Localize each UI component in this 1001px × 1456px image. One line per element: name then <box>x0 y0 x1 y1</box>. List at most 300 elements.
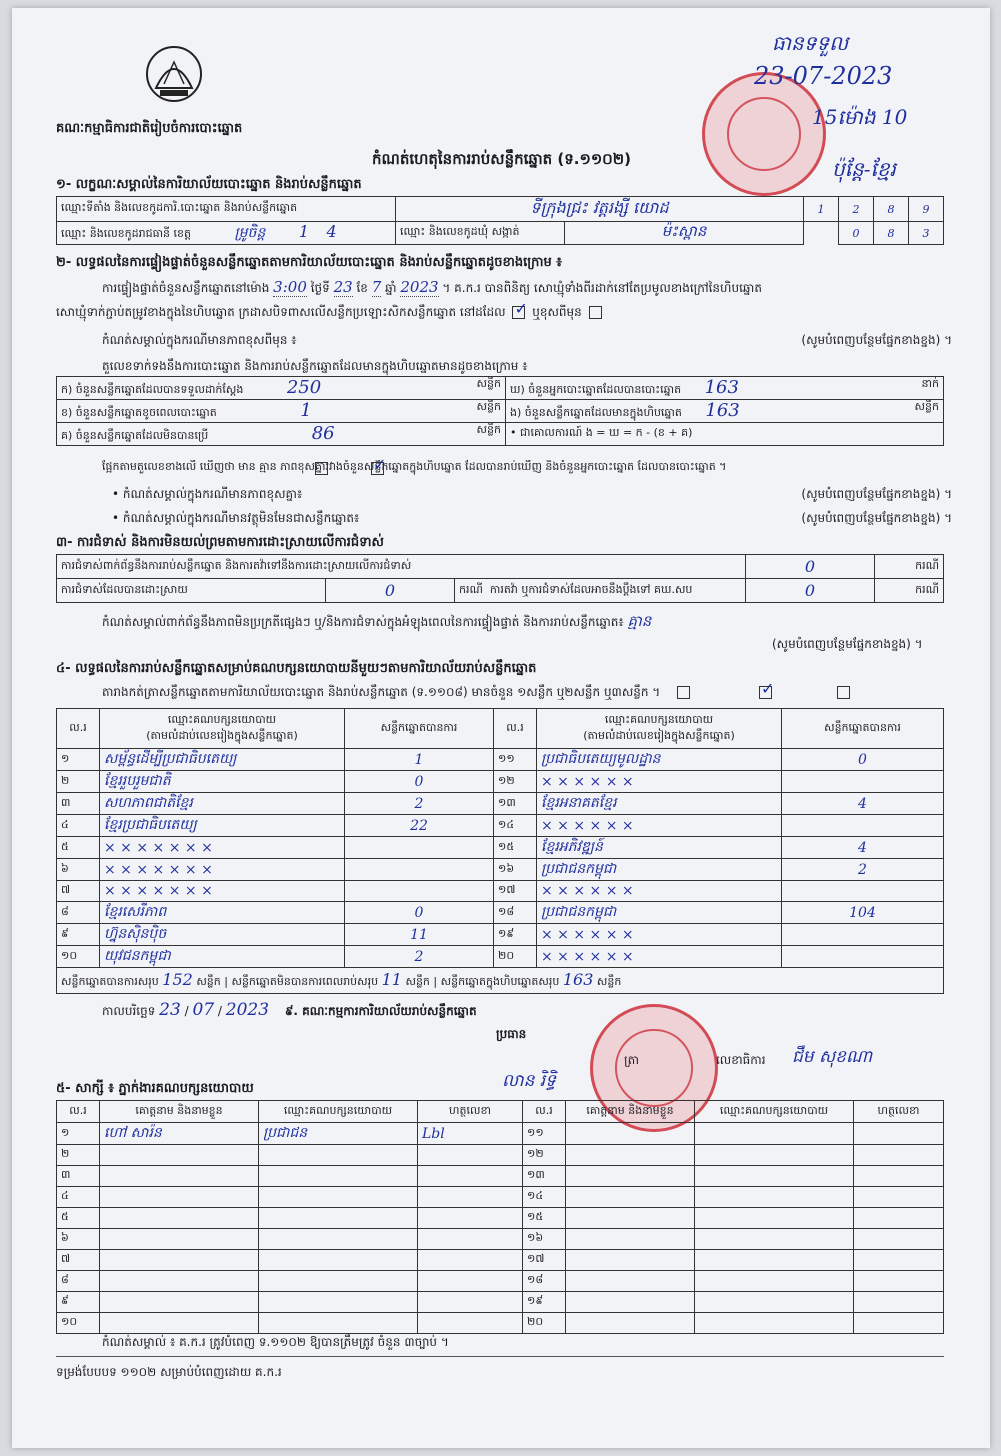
s2-line1-rest: ។ គ.ក.រ បានពិនិត្យ សោឃ្មុំទាំងពីរដាក់នៅតែប្រមូលខាងក្រៅនៃហិបឆ្នោត <box>442 281 762 295</box>
s5-col-no: ល.រ <box>57 1101 100 1123</box>
row-number: ៥ <box>57 1208 100 1229</box>
footer-divider <box>56 1356 944 1357</box>
national-emblem-logo <box>142 44 206 106</box>
party-votes: 22 <box>345 815 494 837</box>
table-row <box>57 1271 944 1292</box>
section5-title: ៥- សាក្សី ៖ ភ្នាក់ងារគណបក្សនយោបាយ <box>56 1081 254 1096</box>
witness-signature <box>854 1208 944 1229</box>
s2-item-a-label: ក) ចំនួនសន្លឹកឆ្នោតដែលបានទទួលដាក់ស្តែង <box>61 383 244 396</box>
s3-row2-value: 0 <box>326 579 455 603</box>
party-name: ហ្វ៊ុនស៊ិនប៉ិច <box>100 924 345 946</box>
row-number: ២ <box>57 771 100 793</box>
witness-name <box>100 1166 259 1187</box>
three-sheets-checkbox[interactable] <box>837 686 850 699</box>
table-row <box>57 749 944 771</box>
section4-title: ៤- លទ្ធផលនៃការរាប់សន្លឹកឆ្នោតសម្រាប់គណបក្សនយោបាយនីមួយៗតាមការិយាល័យរាប់សន្លឹកឆ្នោត <box>56 661 537 676</box>
row-number: ៣ <box>57 793 100 815</box>
witness-signature <box>418 1271 523 1292</box>
party-name: ខ្មែរសេរីភាព <box>100 902 345 924</box>
table-row <box>57 1250 944 1271</box>
s2-item-d-unit: នាក់ <box>921 377 939 390</box>
table-row <box>57 902 944 924</box>
s3-row2-label: ការជំទាស់ដែលបានដោះស្រាយ <box>57 579 326 603</box>
table-row <box>57 1208 944 1229</box>
witness-signature <box>418 1292 523 1313</box>
party-votes: 0 <box>345 771 494 793</box>
row-number: ១៩ <box>523 1292 566 1313</box>
received-date: 23-07-2023 <box>754 62 893 90</box>
s1-commune-code-2: 8 <box>874 222 909 245</box>
s2-item-b <box>57 400 506 423</box>
s4-results-table <box>56 708 944 994</box>
row-number: ១ <box>57 749 100 771</box>
party-votes <box>782 881 944 902</box>
witness-signature <box>418 1145 523 1166</box>
row-number: ២០ <box>523 1313 566 1334</box>
witness-signature <box>854 1123 944 1145</box>
s1-polling-station: ទីក្រុងជ្រះ វត្តរង្សី យោដ <box>396 197 804 222</box>
committee-name: គណៈកម្មាធិការជាតិរៀបចំការបោះឆ្នោត <box>56 121 243 136</box>
s2-item-b-label: ខ) ចំនួនសន្លឹកឆ្នោតខូចពេលបោះឆ្នោត <box>61 406 217 419</box>
witness-name <box>566 1123 695 1145</box>
party-name: × × × × × × × <box>100 859 345 881</box>
row-number: ១១ <box>523 1123 566 1145</box>
party-name: ប្រជាជនកម្ពុជា <box>537 902 782 924</box>
party-votes <box>782 946 944 968</box>
row-number: ៧ <box>57 1250 100 1271</box>
table-row <box>57 946 944 968</box>
table-row <box>57 1123 944 1145</box>
stamp-top <box>702 72 826 196</box>
secretary-label: លេខាធិការ <box>716 1053 766 1067</box>
table-row <box>57 1166 944 1187</box>
witness-signature <box>418 1229 523 1250</box>
s1-commune-code-1: 0 <box>839 222 874 245</box>
s2-note-suffix: (សូមបំពេញបន្ថែមផ្នែកខាងខ្នង) ។ <box>801 333 952 347</box>
received-signature: ប៉ុន្តែ-ខ្មែរ <box>832 157 896 181</box>
s5-witness-table <box>56 1100 944 1334</box>
party-votes: 2 <box>345 793 494 815</box>
s3-row1-value: 0 <box>746 555 875 579</box>
s2-bullet1-row <box>112 486 952 504</box>
s1-province-code-2: 4 <box>326 222 337 241</box>
witness-party <box>259 1187 418 1208</box>
difference-yes-checkbox[interactable] <box>315 462 328 475</box>
party-name: × × × × × × <box>537 881 782 902</box>
witness-name <box>566 1208 695 1229</box>
party-votes <box>345 837 494 859</box>
witness-name <box>100 1187 259 1208</box>
party-name: សហភាពជាតិខ្មែរ <box>100 793 345 815</box>
table-row <box>57 924 944 946</box>
row-number: ១ <box>57 1123 100 1145</box>
s2-day: 23 <box>333 278 353 296</box>
witness-name <box>100 1271 259 1292</box>
s2-line2-text: សោឃ្មុំទាក់ភ្ជាប់តម្រូវខាងក្នុងនៃហិបឆ្នោត ក្រដាសបិទពាសលើសន្លឹកប្រឡោះសិកសន្លឹកឆ្នោត នៅដដែល <box>56 305 506 319</box>
witness-party <box>695 1123 854 1145</box>
witness-party <box>695 1166 854 1187</box>
s1-code-2: 2 <box>839 197 874 222</box>
s4-col-party-sub-2: (តាមលំដាប់លេខរៀងក្នុងសន្លឹកឆ្នោត) <box>583 728 735 742</box>
party-votes: 0 <box>782 749 944 771</box>
s2-line1 <box>102 278 962 298</box>
s5-col-party: ឈ្មោះគណបក្សនយោបាយ <box>259 1101 418 1123</box>
witness-name <box>566 1313 695 1334</box>
s3-row2-unit: ករណី <box>459 582 483 596</box>
s2-month: 7 <box>371 278 382 296</box>
s2-year-label: ឆ្នាំ <box>385 281 397 295</box>
s4-col-party-sub: (តាមលំដាប់លេខរៀងក្នុងសន្លឹកឆ្នោត) <box>146 728 298 742</box>
s2-item-e <box>506 400 944 423</box>
row-number: ៤ <box>57 815 100 837</box>
witness-signature <box>418 1208 523 1229</box>
sign-date-row: កាលបរិច្ឆេទ 23 / 07 / 2023 ៩. គណៈកម្មការការិយាល័យរាប់សន្លឹកឆ្នោត <box>102 1000 477 1020</box>
row-number: ៦ <box>57 859 100 881</box>
witness-name <box>100 1313 259 1334</box>
witness-party <box>259 1292 418 1313</box>
s2-counts-table <box>56 376 944 446</box>
table-row <box>57 1145 944 1166</box>
s1-commune-label: ឈ្មោះ និងលេខកូដឃុំ សង្កាត់ <box>396 222 565 245</box>
party-name: × × × × × × <box>537 815 782 837</box>
section2-title: ២- លទ្ធផលនៃការផ្ទៀងផ្ទាត់ចំនួនសន្លឹកឆ្នោតតាមការិយាល័យបោះឆ្នោត និងរាប់សន្លឹកឆ្នោតដូចខាងក្រោម ៖ <box>56 255 562 270</box>
witness-party <box>695 1250 854 1271</box>
party-name: × × × × × × × <box>100 837 345 859</box>
secretary-name: ជឹម សុខណា <box>792 1047 873 1067</box>
witness-signature <box>854 1229 944 1250</box>
s2-bullet1: • កំណត់សម្គាល់ក្នុងករណីមានភាពខុសគ្នា៖ <box>112 487 303 501</box>
row-number: ២០ <box>494 946 537 968</box>
party-votes <box>782 924 944 946</box>
s3-row2b-value: 0 <box>746 579 875 603</box>
s5-col-no-2: ល.រ <box>523 1101 566 1123</box>
s4-sum-valid: 152 <box>162 970 193 989</box>
different-checkbox[interactable] <box>589 306 602 319</box>
s5-col-sign-2: ហត្ថលេខា <box>854 1101 944 1123</box>
witness-party <box>695 1145 854 1166</box>
witness-party <box>695 1187 854 1208</box>
s2-item-e-label: ង) ចំនួនសន្លឹកឆ្នោតដែលមានក្នុងហិបឆ្នោត <box>510 406 682 419</box>
row-number: ៣ <box>57 1166 100 1187</box>
witness-signature <box>854 1250 944 1271</box>
s4-sum-box-unit: សន្លឹក <box>596 975 622 988</box>
s2-item-c-unit: សន្លឹក <box>476 423 501 436</box>
party-votes <box>345 859 494 881</box>
row-number: ១៤ <box>494 815 537 837</box>
s4-sum-box-label: សន្លឹកឆ្នោតក្នុងហិបឆ្នោតសរុប <box>440 975 560 988</box>
s2-item-a-unit: សន្លឹក <box>476 377 501 390</box>
s2-diff-line: ផ្អែកតាមតួលេខខាងលើ ឃើញថា មាន គ្មាន ភាពខុសគ្នារវាងចំនួនសន្លឹកឆ្នោតក្នុងហិបឆ្នោត ដែលបានរាប់ឃើញ និងចំនួនអ្នកបោះឆ្នោត ដែលបានបោះឆ្នោត ។ <box>102 460 727 473</box>
table-row <box>57 815 944 837</box>
party-votes: 104 <box>782 902 944 924</box>
party-name: ខ្មែរអភិវឌ្ឍន៍ <box>537 837 782 859</box>
witness-name <box>566 1145 695 1166</box>
row-number: ១២ <box>494 771 537 793</box>
table-row <box>57 881 944 902</box>
witness-party <box>259 1166 418 1187</box>
witness-name <box>100 1292 259 1313</box>
s5-col-party-2: ឈ្មោះគណបក្សនយោបាយ <box>695 1101 854 1123</box>
s1-code-1: 1 <box>804 197 839 222</box>
sign-date-year: 2023 <box>225 1000 270 1020</box>
party-votes <box>782 815 944 837</box>
witness-signature <box>418 1166 523 1187</box>
witness-party <box>695 1292 854 1313</box>
s2-formula: • ជាគោលការណ៍ ង = ឃ = ក - (ខ + គ) <box>506 423 944 446</box>
witness-name <box>566 1229 695 1250</box>
s4-col-no-2: ល.រ <box>494 709 537 749</box>
witness-party <box>259 1313 418 1334</box>
witness-party: ប្រជាជន <box>259 1123 418 1145</box>
row-number: ១៧ <box>523 1250 566 1271</box>
row-number: ៩ <box>57 924 100 946</box>
witness-signature: Lbl <box>418 1123 523 1145</box>
document-page <box>12 8 990 1448</box>
party-name: × × × × × × <box>537 771 782 793</box>
party-votes: 4 <box>782 837 944 859</box>
row-number: ១៨ <box>523 1271 566 1292</box>
witness-signature <box>854 1292 944 1313</box>
party-votes: 1 <box>345 749 494 771</box>
s2-bullet2-row <box>112 510 952 528</box>
party-votes: 2 <box>782 859 944 881</box>
two-sheets-checkbox[interactable] <box>759 686 772 699</box>
s4-col-party-label: ឈ្មោះគណបក្សនយោបាយ <box>167 712 277 726</box>
row-number: ១៥ <box>494 837 537 859</box>
witness-name <box>566 1166 695 1187</box>
row-number: ១៧ <box>494 881 537 902</box>
party-name: × × × × × × × <box>100 881 345 902</box>
s2-item-e-unit: សន្លឹក <box>914 400 939 413</box>
table-row <box>57 793 944 815</box>
witness-signature <box>854 1271 944 1292</box>
party-votes: 0 <box>345 902 494 924</box>
party-name: សម្ព័ន្ធដើម្បីប្រជាធិបតេយ្យ <box>100 749 345 771</box>
row-number: ១០ <box>57 946 100 968</box>
s2-item-c-label: គ) ចំនួនសន្លឹកឆ្នោតដែលមិនបានប្រើ <box>61 429 209 442</box>
witness-party <box>695 1313 854 1334</box>
s3-row1-label: ការជំទាស់ពាក់ព័ន្ធនឹងការរាប់សន្លឹកឆ្នោត និងការតវ៉ាទៅនឹងការដោះស្រាយលើការជំទាស់ <box>57 555 746 579</box>
s1-code-3: 8 <box>874 197 909 222</box>
table-row <box>57 859 944 881</box>
s3-row2b-label <box>455 579 746 603</box>
witness-party <box>259 1145 418 1166</box>
party-name: × × × × × × <box>537 946 782 968</box>
difference-no-checkbox[interactable] <box>371 462 384 475</box>
s3-note-suffix: (សូមបំពេញបន្ថែមផ្នែកខាងខ្នង) ។ <box>772 637 923 651</box>
row-number: ១៤ <box>523 1187 566 1208</box>
row-number: ១៥ <box>523 1208 566 1229</box>
footer-form-note: ទម្រង់បែបបទ ១១០២ សម្រាប់បំពេញដោយ គ.ក.រ <box>56 1365 282 1379</box>
sign-date-label: កាលបរិច្ឆេទ <box>102 1004 156 1018</box>
s4-totals-row: សន្លឹកឆ្នោតបានការសរុប 152 សន្លឹក | សន្លឹកឆ្នោតមិនបានការពេលរាប់សរុប 11 សន្លឹក | សន្លឹកឆ្នោតក្នុងហិបឆ្នោតសរុប 163 សន្លឹក <box>57 968 944 994</box>
witness-name <box>566 1187 695 1208</box>
s1-row2-label <box>57 222 396 245</box>
s2-day-label: ថ្ងៃទី <box>310 281 330 295</box>
s2-item-b-value: 1 <box>300 400 312 421</box>
witness-signature <box>854 1313 944 1334</box>
row-number: ១៣ <box>523 1166 566 1187</box>
s1-commune-code-3: 3 <box>909 222 944 245</box>
s2-month-label: ខែ <box>356 281 368 295</box>
s4-col-votes: សន្លឹកឆ្នោតបានការ <box>345 709 494 749</box>
party-name: ខ្មែររួបរួមជាតិ <box>100 771 345 793</box>
table-row <box>57 771 944 793</box>
s2-time: 3:00 <box>273 278 307 296</box>
s3-note-value: គ្មាន <box>627 612 652 630</box>
party-name: ខ្មែរអនាគតខ្មែរ <box>537 793 782 815</box>
s5-col-name-2: គោត្តនាម និងនាមខ្លួន <box>566 1101 695 1123</box>
witness-party <box>259 1271 418 1292</box>
table-row <box>57 1187 944 1208</box>
received-note: ធានទទួល <box>772 31 849 55</box>
row-number: ១១ <box>494 749 537 771</box>
s2-bullet2-suffix: (សូមបំពេញបន្ថែមផ្នែកខាងខ្នង) ។ <box>801 511 952 525</box>
s1-row1-label: ឈ្មោះទីតាំង និងលេខកូដការិ.បោះឆ្នោត និងរាប់សន្លឹកឆ្នោត <box>57 197 396 222</box>
s2-item-e-value: 163 <box>705 400 740 421</box>
section3-title: ៣- ការជំទាស់ និងការមិនយល់ព្រមតាមការដោះស្រាយលើការជំទាស់ <box>56 535 384 550</box>
party-votes: 4 <box>782 793 944 815</box>
s4-col-no: ល.រ <box>57 709 100 749</box>
s2-intro: តួលេខទាក់ទងនឹងការបោះឆ្នោត និងការរាប់សន្លឹកឆ្នោតដែលមានក្នុងហិបឆ្នោតមានដូចខាងក្រោម ៖ <box>102 359 528 373</box>
received-time: 15ម៉ោង 10 <box>812 105 908 129</box>
s3-note-row <box>102 612 651 634</box>
party-name: ប្រជាធិបតេយ្យមូលដ្ឋាន <box>537 749 782 771</box>
s4-sum-invalid: 11 <box>381 970 402 989</box>
row-number: ១២ <box>523 1145 566 1166</box>
row-number: ២ <box>57 1145 100 1166</box>
s2-time-label: ការផ្ទៀងផ្ទាត់ចំនួនសន្លឹកឆ្នោតនៅម៉ោង <box>102 281 270 295</box>
table-row <box>57 1229 944 1250</box>
witness-name <box>566 1250 695 1271</box>
row-number: ៩ <box>57 1292 100 1313</box>
s4-sum-invalid-unit: សន្លឹក <box>405 975 430 988</box>
s4-intro: តារាងកត់ត្រាសន្លឹកឆ្នោតតាមការិយាល័យបោះឆ្នោត និងរាប់សន្លឹកឆ្នោត (ទ.១១០៨) មានចំនួន ១សន្លឹក ឬ២សន្លឹក ឬ៣សន្លឹក ។ <box>102 685 661 699</box>
section1-table <box>56 196 944 245</box>
s1-code-4: 9 <box>909 197 944 222</box>
s1-commune: ម៉ះស្ពាន <box>565 222 804 245</box>
s2-year: 2023 <box>400 278 439 296</box>
s4-sum-box: 163 <box>562 970 594 989</box>
witness-party <box>259 1250 418 1271</box>
s4-col-party-label-2: ឈ្មោះគណបក្សនយោបាយ <box>604 712 714 726</box>
row-number: ៨ <box>57 902 100 924</box>
sign-committee-label: ៩. គណៈកម្មការការិយាល័យរាប់សន្លឹកឆ្នោត <box>284 1004 477 1018</box>
s5-col-name: គោត្តនាម និងនាមខ្លួន <box>100 1101 259 1123</box>
party-votes: 11 <box>345 924 494 946</box>
s2-item-c-value: 86 <box>311 423 335 444</box>
witness-signature <box>418 1250 523 1271</box>
s4-sum-invalid-label: សន្លឹកឆ្នោតមិនបានការពេលរាប់សរុប <box>231 975 379 988</box>
s2-item-b-unit: សន្លឹក <box>476 400 501 413</box>
s3-row2b-text: ការតវ៉ា ឬការជំទាស់ដែលអាចនឹងប្តឹងទៅ គឃ.សប <box>489 582 693 596</box>
party-votes <box>345 881 494 902</box>
party-votes <box>782 771 944 793</box>
sign-date-day: 23 <box>159 1000 181 1020</box>
s2-note-row <box>102 332 952 350</box>
footer-note: កំណត់សម្គាល់ ៖ គ.ក.រ ត្រូវបំពេញ ទ.១១០២ ឱ្យបានត្រឹមត្រូវ ចំនួន ៣ច្បាប់ ។ <box>102 1335 449 1349</box>
section1-title: ១- លក្ខណៈសម្គាល់នៃការិយាល័យបោះឆ្នោត និងរាប់សន្លឹកឆ្នោត <box>56 177 362 192</box>
s2-item-c <box>57 423 506 446</box>
witness-name <box>100 1208 259 1229</box>
row-number: ៥ <box>57 837 100 859</box>
witness-signature <box>418 1187 523 1208</box>
party-name: ខ្មែរប្រជាធិបតេយ្យ <box>100 815 345 837</box>
s2-bullet1-suffix: (សូមបំពេញបន្ថែមផ្នែកខាងខ្នង) ។ <box>801 487 952 501</box>
one-sheet-checkbox[interactable] <box>677 686 690 699</box>
row-number: ៤ <box>57 1187 100 1208</box>
s2-item-d-value: 163 <box>704 377 739 398</box>
row-number: ៦ <box>57 1229 100 1250</box>
s3-table <box>56 554 944 603</box>
row-number: ១៩ <box>494 924 537 946</box>
party-name: × × × × × × <box>537 924 782 946</box>
row-number: ១៦ <box>494 859 537 881</box>
row-number: ១៣ <box>494 793 537 815</box>
witness-name <box>100 1250 259 1271</box>
s2-bullet2: • កំណត់សម្គាល់ក្នុងករណីមានវត្ថុមិនមែនជាសន្លឹកឆ្នោត៖ <box>112 511 360 525</box>
witness-signature <box>418 1313 523 1334</box>
form-title: កំណត់ហេតុនៃការរាប់សន្លឹកឆ្នោត (ទ.១១០២) <box>372 150 632 168</box>
row-number: ១៨ <box>494 902 537 924</box>
s5-col-sign: ហត្ថលេខា <box>418 1101 523 1123</box>
s1-province-label: ឈ្មោះ និងលេខកូដរាជធានី ខេត្ត <box>61 227 191 240</box>
s4-sum-valid-unit: សន្លឹក <box>196 975 221 988</box>
party-votes: 2 <box>345 946 494 968</box>
chair-label: ប្រធាន <box>496 1027 527 1041</box>
s2-item-d <box>506 377 944 400</box>
row-number: ៨ <box>57 1271 100 1292</box>
witness-party <box>695 1208 854 1229</box>
s2-note-label: កំណត់សម្គាល់ក្នុងករណីមានភាពខុសពីមុន ៖ <box>102 333 297 347</box>
table-row <box>57 1292 944 1313</box>
s1-province-code-1: 1 <box>298 222 310 241</box>
witness-signature <box>854 1166 944 1187</box>
witness-name: ហៅ សារ៉ន <box>100 1123 259 1145</box>
witness-signature <box>854 1187 944 1208</box>
row-number: ១៦ <box>523 1229 566 1250</box>
s2-item-a <box>57 377 506 400</box>
witness-signature <box>854 1145 944 1166</box>
witness-name <box>566 1271 695 1292</box>
s3-note-label: កំណត់សម្គាល់ពាក់ព័ន្ធនឹងភាពមិនប្រក្រតីផ្សេងៗ ឬ/និងការជំទាស់ក្នុងអំឡុងពេលនៃការផ្ទៀងផ្ទាត់ និងការរាប់សន្លឹកឆ្នោត៖ <box>102 615 624 629</box>
s2-item-a-value: 250 <box>286 377 322 398</box>
witness-name <box>566 1292 695 1313</box>
witness-name <box>100 1229 259 1250</box>
s2-line2 <box>56 304 605 322</box>
s3-row1-unit: ករណី <box>875 555 944 579</box>
s4-col-party-2 <box>537 709 782 749</box>
same-checkbox[interactable] <box>512 306 525 319</box>
table-row <box>57 837 944 859</box>
witness-name <box>100 1145 259 1166</box>
row-number: ៧ <box>57 881 100 902</box>
chair-name: លាន រិទ្ធិ <box>502 1071 556 1091</box>
s4-col-votes-2: សន្លឹកឆ្នោតបានការ <box>782 709 944 749</box>
s4-col-party <box>100 709 345 749</box>
witness-party <box>259 1229 418 1250</box>
party-name: ប្រជាជនកម្ពុជា <box>537 859 782 881</box>
s4-sum-valid-label: សន្លឹកឆ្នោតបានការសរុប <box>61 975 159 988</box>
sign-date-month: 07 <box>192 1000 215 1020</box>
s2-item-d-label: ឃ) ចំនួនអ្នកបោះឆ្នោតដែលបានបោះឆ្នោត <box>510 383 682 396</box>
party-name: យុវជនកម្ពុជា <box>100 946 345 968</box>
witness-party <box>695 1271 854 1292</box>
s2-diff-label: ឬខុសពីមុន <box>532 305 582 319</box>
witness-party <box>259 1208 418 1229</box>
stamp-label: ត្រា <box>624 1053 639 1067</box>
table-row <box>57 1313 944 1334</box>
